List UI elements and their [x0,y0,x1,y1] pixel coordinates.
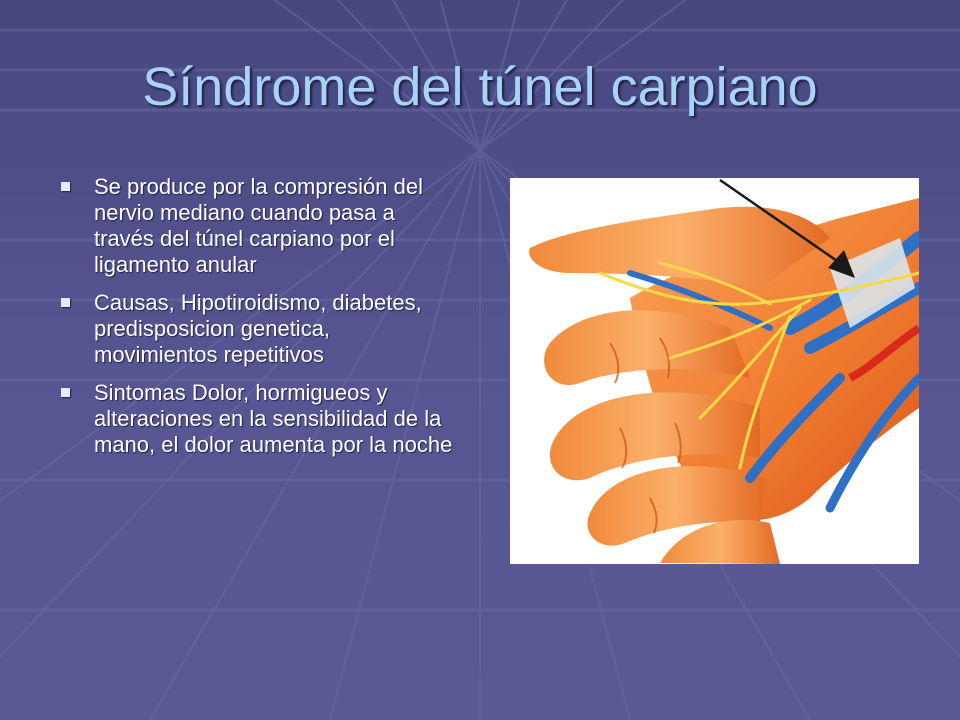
bullet-list [58,174,458,470]
square-bullet-icon [61,388,70,397]
bullet-text: Causas, Hipotiroidismo, diabetes, predisposicion genetica, movimientos repetitivos [94,290,422,367]
bullet-text: Se produce por la compresión del nervio mediano cuando pasa a través del túnel carpiano por el ligamento anular [94,174,423,277]
hand-anatomy-illustration [510,178,919,564]
bullet-text: Sintomas Dolor, hormigueos y alteraciones en la sensibilidad de la mano, el dolor aumenta por la noche [94,380,453,457]
slide-title: Síndrome del túnel carpiano [142,57,818,117]
bullet-item [58,174,458,278]
bullet-item [58,290,458,368]
bullet-item [58,380,458,458]
square-bullet-icon [61,182,70,191]
square-bullet-icon [61,298,70,307]
